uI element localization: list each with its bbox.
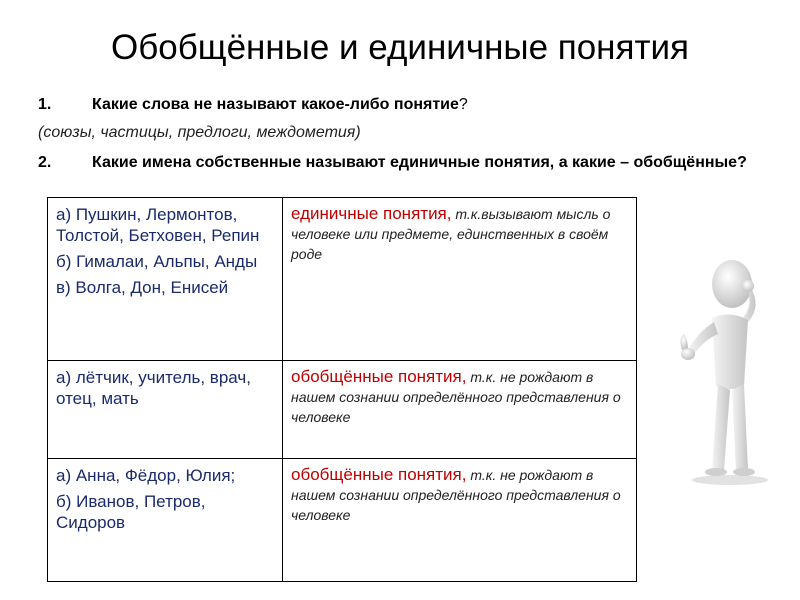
example-item: а) Пушкин, Лермонтов, Толстой, Бетховен, Репин	[56, 205, 260, 245]
explanation-cell	[283, 198, 637, 361]
question-1-number: 1.	[38, 96, 52, 113]
example-item: в) Волга, Дон, Енисей	[56, 278, 229, 297]
explanation-cell	[283, 361, 637, 459]
concept-note: т.к. не рождают в нашем сознании определённого представления о человеке	[291, 369, 621, 425]
example-item: а) Анна, Фёдор, Юлия;	[56, 466, 236, 485]
concept-note: т.к. не рождают в нашем сознании определённого представления о человеке	[291, 467, 621, 523]
explanation-cell	[283, 459, 637, 582]
examples-cell	[48, 459, 283, 582]
question-1-tail: ?	[458, 96, 468, 113]
concepts-table	[47, 197, 637, 582]
examples-cell	[48, 198, 283, 361]
concept-term: обобщённые понятия,	[291, 367, 467, 386]
example-item: а) лётчик, учитель, врач, отец, мать	[56, 368, 251, 408]
question-2-text: Какие имена собственные называют единичные понятия, а какие – обобщённые?	[92, 154, 747, 171]
concept-note: т.к.вызывают мысль о человеке или предмете, единственных в своём роде	[291, 206, 611, 262]
concept-term: единичные понятия,	[291, 204, 452, 223]
page-title: Обобщённые и единичные понятия	[110, 28, 689, 67]
table-row	[48, 361, 637, 459]
examples-cell	[48, 361, 283, 459]
example-item: б) Гималаи, Альпы, Анды	[56, 252, 258, 271]
table-row	[48, 198, 637, 361]
question-2-number: 2.	[38, 154, 52, 171]
answer-1: (союзы, частицы, предлоги, междометия)	[38, 124, 361, 141]
thinking-person-figure-icon	[672, 258, 782, 488]
example-item: б) Иванов, Петров, Сидоров	[56, 492, 206, 532]
concept-term: обобщённые понятия,	[291, 465, 467, 484]
table-row	[48, 459, 637, 582]
question-1-text: Какие слова не называют какое-либо понятие	[92, 96, 459, 113]
